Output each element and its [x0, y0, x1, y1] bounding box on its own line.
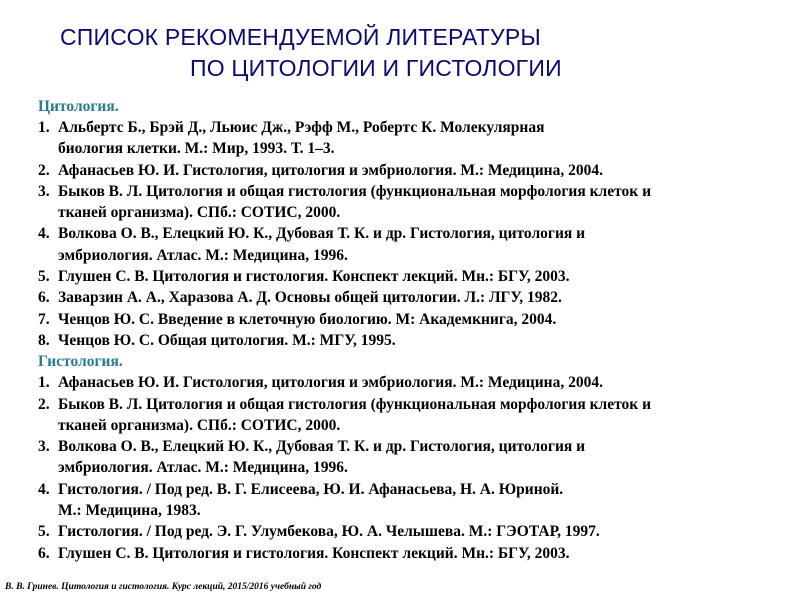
list-item: 6. Глушен С. В. Цитология и гистология. Конспект лекций. Мн.: БГУ, 2003. [38, 544, 570, 562]
list-item: 6. Заварзин А. А., Харазова А. Д. Основы общей цитологии. Л.: ЛГУ, 1982. [38, 289, 562, 307]
list-item: 4. Гистология. / Под ред. В. Г. Елисеева, Ю. И. Афанасьева, Н. А. Юриной. М.: Медицина, 1983. [38, 480, 564, 520]
list-item: 1. Афанасьев Ю. И. Гистология, цитология и эмбриология. М.: Медицина, 2004. [38, 374, 603, 392]
list-item: 3. Быков В. Л. Цитология и общая гистология (функциональная морфология клеток и тканей организма). СПб.: СОТИС, 2000. [38, 182, 652, 222]
list-item: 2. Афанасьев Ю. И. Гистология, цитология и эмбриология. М.: Медицина, 2004. [38, 161, 603, 179]
list-item: 3. Волкова О. В., Елецкий Ю. К., Дубовая Т. К. и др. Гистология, цитология и эмбриология. Атлас. М.: Медицина, 1996. [38, 438, 586, 477]
section-heading-cytology: Цитология. [38, 98, 119, 115]
list-item: 5. Глушен С. В. Цитология и гистология. Конспект лекций. Мн.: БГУ, 2003. [38, 268, 570, 286]
list-item: 7. Ченцов Ю. С. Введение в клеточную биологию. М: Академкнига, 2004. [38, 310, 557, 328]
list-item: 5. Гистология. / Под ред. Э. Г. Улумбекова, Ю. А. Челышева. М.: ГЭОТАР, 1997. [38, 523, 600, 541]
list-item: 8. Ченцов Ю. С. Общая цитология. М.: МГУ, 1995. [38, 331, 396, 349]
section-heading-histology: Гистология. [38, 353, 123, 371]
footer-caption: В. В. Гринев. Цитология и гистология. Курс лекций, 2015/2016 учебный год [5, 582, 322, 592]
list-item: 2. Быков В. Л. Цитология и общая гистология (функциональная морфология клеток и тканей организма). СПб.: СОТИС, 2000. [38, 395, 652, 434]
page-title-line2: ПО ЦИТОЛОГИИ И ГИСТОЛОГИИ [190, 55, 562, 81]
reference-list [38, 96, 763, 564]
page-title-line1: СПИСОК РЕКОМЕНДУЕМОЙ ЛИТЕРАТУРЫ [60, 24, 541, 50]
list-item: 1. Альбертс Б., Брэй Д., Льюис Дж., Рэфф М., Робертс К. Молекулярная биология клетки. М.: Мир, 1993. Т. 1–3. [38, 119, 545, 158]
list-item: 4. Волкова О. В., Елецкий Ю. К., Дубовая Т. К. и др. Гистология, цитология и эмбриология. Атлас. М.: Медицина, 1996. [38, 225, 586, 264]
